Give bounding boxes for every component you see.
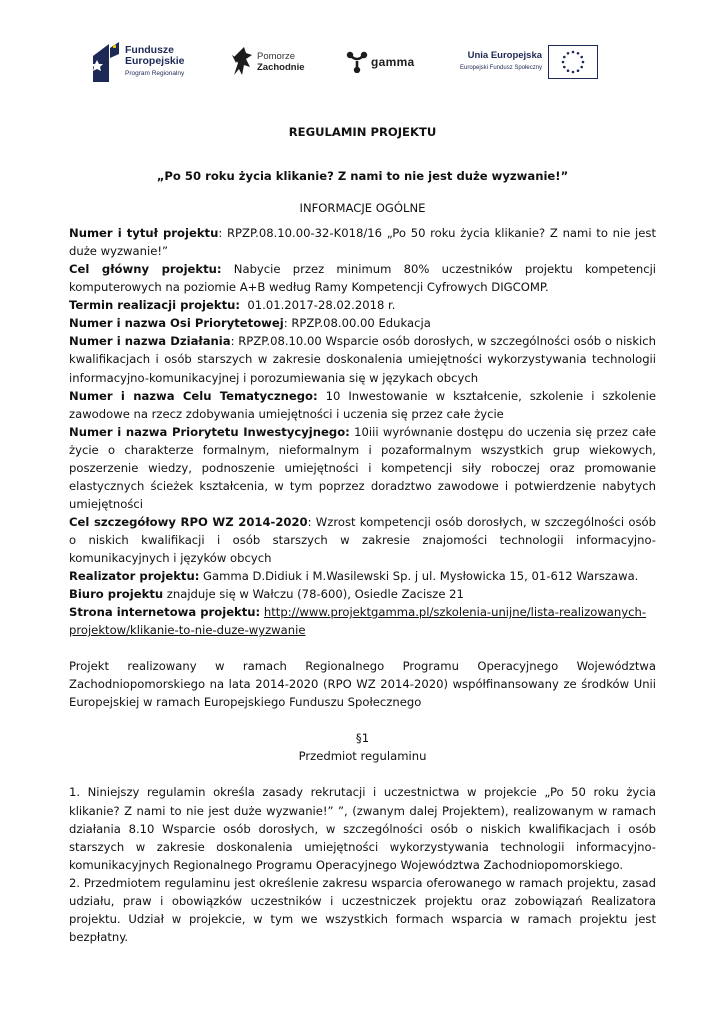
info-main-goal bbox=[69, 260, 656, 296]
pz-line2: Zachodnie bbox=[257, 62, 305, 73]
info-website bbox=[69, 603, 656, 639]
info-value: RPZP.08.10.00-32-K018/16 „Po 50 roku życia klikanie? Z nami to nie jest duże wyzwanie!” bbox=[69, 226, 656, 259]
info-value: Nabycie przez minimum 80% uczestników projektu kompetencji komputerowych na poziomie A+B według Ramy Kompetencji Cyfrowych DIGCOMP. bbox=[69, 262, 657, 295]
info-implementer bbox=[69, 567, 656, 585]
fe-line1: Fundusze bbox=[125, 44, 174, 56]
info-label: Numer i nazwa Działania bbox=[69, 334, 231, 349]
info-office bbox=[69, 585, 656, 603]
info-value: Gamma D.Didiuk i M.Wasilewski Sp. j ul. Mysłowicka 15, 01-612 Warszawa. bbox=[203, 569, 639, 584]
fundusze-europejskie-icon bbox=[93, 42, 119, 82]
info-specific-goal: Cel szczegółowy RPO WZ 2014-2020: Wzrost kompetencji osób dorosłych, w szczególności osób o niskich kwalifikacji i osób starszych w zakresie znajomości technologii informacyjno-komunikacyjnych i języków obcych bbox=[69, 514, 656, 565]
logo-strip bbox=[88, 36, 648, 88]
pz-line1: Pomorze bbox=[257, 51, 296, 62]
info-value: 10iii wyrównanie dostępu do uczenia się przez całe życie o charakterze formalnym, nieformalnym i pozaformalnym wszystkich grup wiekowych, poszerzenie wiedzy, podnoszenie umiejętności i kompetencji siły roboczej oraz promowanie elastycznych ścieżek kształcenia, w tym poprzez doradztwo zawodowe i potwierdzenie nabytych umiejętności bbox=[69, 424, 657, 511]
info-action: Numer i nazwa Działania: RPZP.08.10.00 Wsparcie osób dorosłych, w szczególności osób o niskich kwalifikacjach i osób starszych w zakresie doskonalenia umiejętności wykorzystywania technologii informacyjno-komunikacyjnej i porozumiewania się w językach obcych bbox=[69, 334, 656, 385]
info-investment-priority bbox=[69, 423, 656, 513]
section-title: Przedmiot regulaminu bbox=[298, 749, 427, 764]
griffin-icon bbox=[230, 45, 254, 79]
fundusze-europejskie-logo bbox=[93, 36, 185, 88]
website-link[interactable]: http://www.projektgamma.pl/szkolenia-unijne/lista-realizowanych-projektow/klikanie-to-nie-duze-wyzwanie bbox=[69, 605, 647, 638]
info-value: RPZP.08.00.00 Edukacja bbox=[291, 316, 431, 331]
info-duration bbox=[69, 296, 656, 314]
info-value: Wzrost kompetencji osób dorosłych, w szczególności osób o niskich kwalifikacji i osób starszych w zakresie znajomości technologii informacyjno-komunikacyjnych i języków obcych bbox=[69, 514, 656, 565]
info-label: Termin realizacji projektu: bbox=[69, 298, 241, 313]
fe-line3: Program Regionalny bbox=[125, 70, 185, 77]
gamma-name: gamma bbox=[371, 55, 415, 69]
website-label: Strona internetowa projektu: bbox=[69, 605, 261, 620]
eu-logo bbox=[460, 36, 598, 88]
ue-line1: Unia Europejska bbox=[467, 50, 543, 61]
info-value: 10 Inwestowanie w kształcenie, szkolenie i szkolenie zawodowe na rzecz zdobywania umiejętności i uczenia się przez całe życie bbox=[69, 388, 657, 421]
eu-flag-icon bbox=[548, 45, 598, 79]
project-name: „Po 50 roku życia klikanie? Z nami to nie jest duże wyzwanie!” bbox=[156, 169, 569, 184]
info-label: Biuro projektu bbox=[69, 587, 164, 602]
info-thematic-goal bbox=[69, 387, 656, 423]
section-point-2: 2. Przedmiotem regulaminu jest określenie zakresu wsparcia oferowanego w ramach projektu, zasad udziału, praw i obowiązków uczestników i uczestniczek projektu oraz zobowiązań Realizatora projektu. Udział w projekcie, w tym we wszystkich formach wsparcia w ramach projektu jest bezpłatny. bbox=[69, 875, 656, 944]
info-priority-axis: Numer i nazwa Osi Priorytetowej: RPZP.08.00.00 Edukacja bbox=[69, 316, 431, 331]
info-label: Numer i tytuł projektu bbox=[69, 226, 219, 241]
gamma-icon bbox=[346, 51, 368, 73]
info-label: Cel szczegółowy RPO WZ 2014-2020 bbox=[69, 514, 308, 529]
info-project-title: Numer i tytuł projektu: RPZP.08.10.00-32-K018/16 „Po 50 roku życia klikanie? Z nami to nie jest duże wyzwanie!” bbox=[69, 226, 656, 259]
section-number: §1 bbox=[355, 731, 370, 746]
info-label: Realizator projektu: bbox=[69, 569, 200, 584]
cofinancing-note: Projekt realizowany w ramach Regionalnego Programu Operacyjnego Województwa Zachodniopomorskiego na lata 2014-2020 (RPO WZ 2014-2020) współfinansowany ze środków Unii Europejskiej w ramach Europejskiego Funduszu Społecznego bbox=[69, 659, 656, 710]
ue-line2: Europejski Fundusz Społeczny bbox=[460, 65, 543, 71]
document-body bbox=[69, 120, 656, 946]
info-label: Numer i nazwa Priorytetu Inwestycyjnego: bbox=[69, 424, 350, 439]
section-point-1: 1. Niniejszy regulamin określa zasady rekrutacji i uczestnictwa w projekcie „Po 50 roku życia klikanie? Z nami to nie jest duże wyzwanie!” ”, (zwanym dalej Projektem), realizowanym w ramach działania 8.10 Wsparcie osób dorosłych, w szczególności osób o niskich kwalifikacjach i osób starszych w zakresie doskonalenia umiejętności wykorzystywania technologii informacyjno-komunikacyjnych Regionalnego Programu Operacyjnego Województwa Zachodniopomorskiego. bbox=[69, 785, 656, 872]
info-label: Cel główny projektu: bbox=[69, 262, 222, 277]
info-label: Numer i nazwa Osi Priorytetowej bbox=[69, 316, 284, 331]
info-heading: INFORMACJE OGÓLNE bbox=[299, 201, 426, 216]
info-value: znajduje się w Wałczu (78-600), Osiedle Zacisze 21 bbox=[166, 587, 464, 602]
document-title: REGULAMIN PROJEKTU bbox=[288, 125, 437, 139]
fe-line2: Europejskie bbox=[125, 55, 185, 67]
info-label: Numer i nazwa Celu Tematycznego: bbox=[69, 388, 318, 403]
info-value: 01.01.2017-28.02.2018 r. bbox=[247, 298, 396, 313]
gamma-logo bbox=[346, 36, 415, 88]
pomorze-zachodnie-logo bbox=[230, 36, 305, 88]
info-value: RPZP.08.10.00 Wsparcie osób dorosłych, w szczególności osób o niskich kwalifikacjach i osób starszych w zakresie doskonalenia umiejętności wykorzystywania technologii informacyjno-komunikacyjnej i porozumiewania się w językach obcych bbox=[69, 334, 656, 385]
